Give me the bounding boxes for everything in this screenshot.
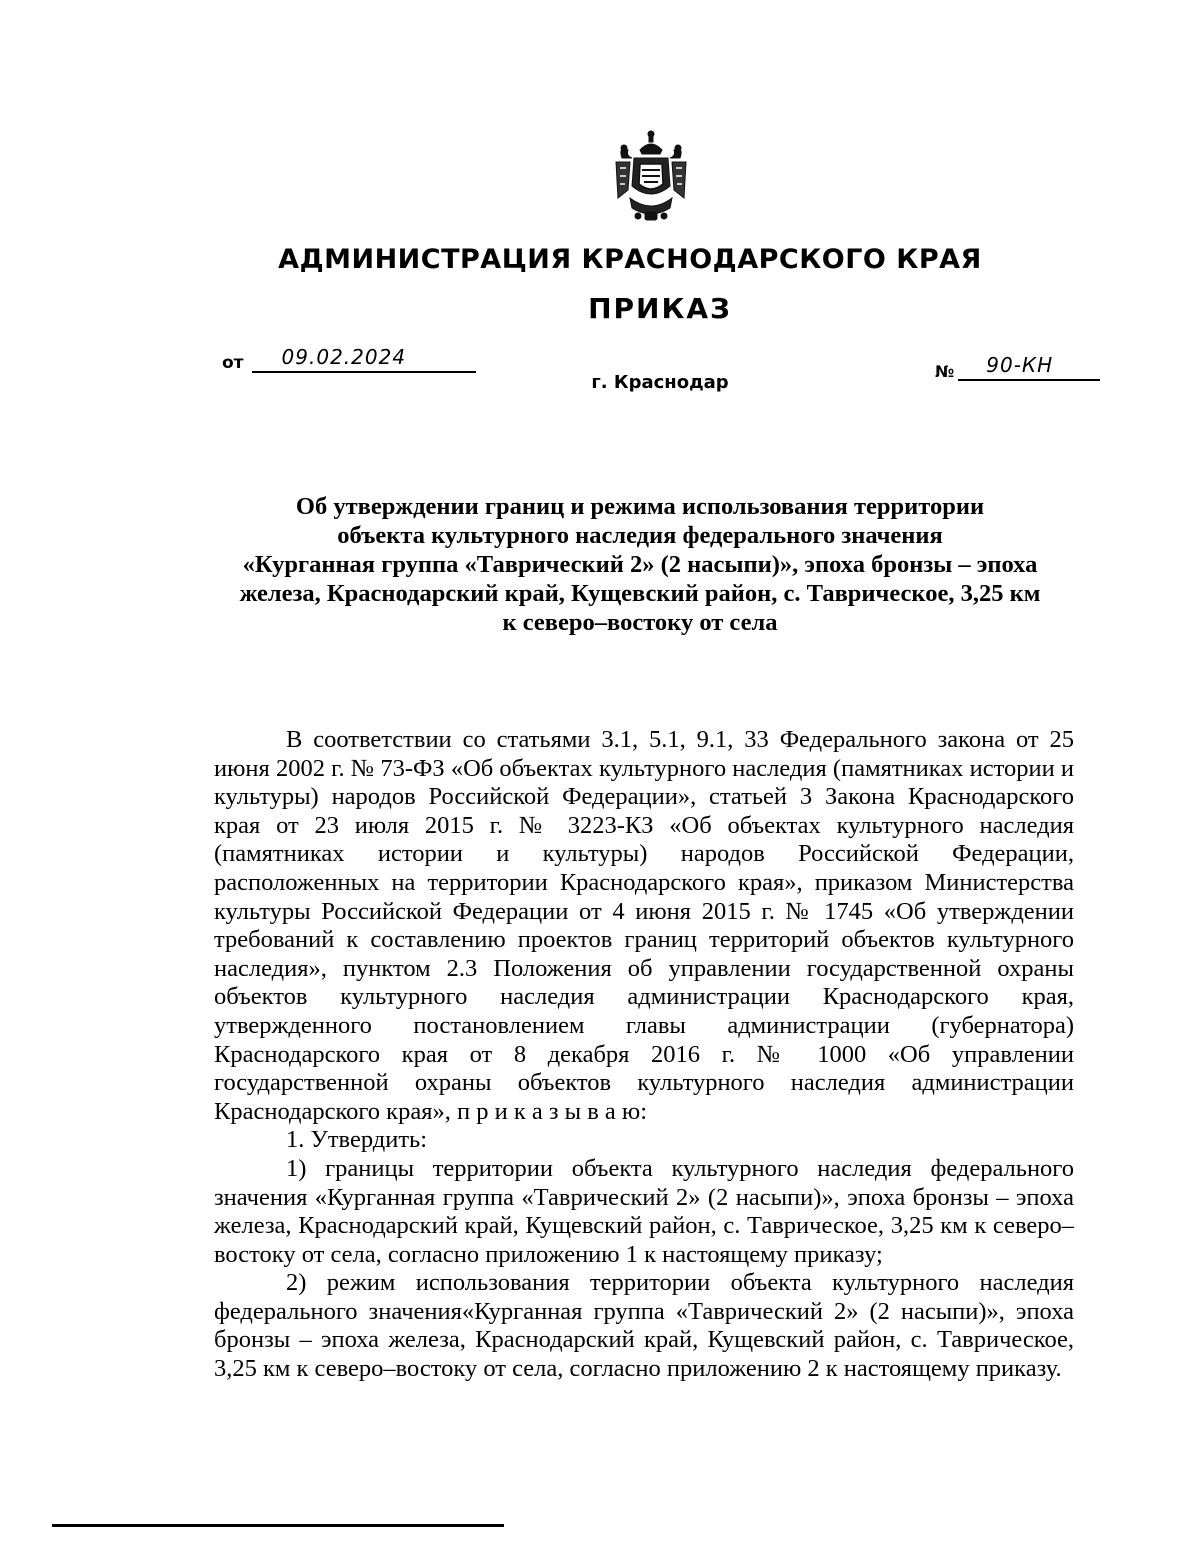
number-value: 90-КН bbox=[986, 353, 1054, 377]
date-line bbox=[252, 345, 476, 373]
organization-name: АДМИНИСТРАЦИЯ КРАСНОДАРСКОГО КРАЯ bbox=[278, 244, 982, 275]
date-field bbox=[222, 345, 476, 373]
title-line: Об утверждении границ и режима использования территории bbox=[295, 493, 985, 520]
item-1-1-paragraph: 1) границы территории объекта культурного наследия федерального значения «Курганная группа «Таврический 2» (2 насыпи)», эпоха бронзы – эпоха железа, Краснодарский край, Кущевский район, с. Таврическое, 3,25 км к северо–востоку от села, согласно приложению 1 к настоящему приказу; bbox=[214, 1154, 1074, 1268]
number-prefix: № bbox=[935, 362, 955, 381]
city-name: г. Краснодар bbox=[591, 372, 729, 393]
item-1-2-paragraph: 2) режим использования территории объекта культурного наследия федерального значения«Курганная группа «Таврический 2» (2 насыпи)», эпоха бронзы – эпоха железа, Краснодарский край, Кущевский район, с. Таврическое, 3,25 км к северо–востоку от села, согласно приложению 2 к настоящему приказу. bbox=[214, 1269, 1074, 1383]
preamble-paragraph: В соответствии со статьями 3.1, 5.1, 9.1, 33 Федерального закона от 25 июня 2002 г. № 73-ФЗ «Об объектах культурного наследия (памятниках истории и культуры) народов Российской Федерации», статьей 3 Закона Краснодарского края от 23 июля 2015 г. № 3223-КЗ «Об объектах культурного наследия (памятниках истории и культуры) народов Российской Федерации, расположенных на территории Краснодарского края», приказом Министерства культуры Российской Федерации от 4 июня 2015 г. № 1745 «Об утверждении требований к составлению проектов границ территорий объектов культурного наследия», пунктом 2.3 Положения об управлении государственной охраны объектов культурного наследия администрации Краснодарского края, утвержденного постановлением главы администрации (губернатора) Краснодарского края от 8 декабря 2016 г. № 1000 «Об управлении государственной охраны объектов культурного наследия администрации Краснодарского края», п р и к а з ы в а ю: bbox=[214, 726, 1074, 1125]
coat-of-arms-icon bbox=[612, 128, 690, 224]
date-prefix: от bbox=[222, 353, 244, 373]
date-value: 09.02.2024 bbox=[281, 345, 407, 369]
document-type: ПРИКАЗ bbox=[588, 292, 732, 325]
document-body bbox=[214, 726, 1074, 1384]
item-1-paragraph: 1. Утвердить: bbox=[286, 1126, 428, 1154]
document-title bbox=[200, 492, 1080, 637]
title-line: объекта культурного наследия федерального значения bbox=[337, 522, 943, 549]
title-line: железа, Краснодарский край, Кущевский район, с. Таврическое, 3,25 км bbox=[239, 580, 1041, 607]
footer-rule bbox=[52, 1524, 504, 1527]
title-line: к северо–востоку от села bbox=[502, 609, 778, 636]
title-line: «Курганная группа «Таврический 2» (2 насыпи)», эпоха бронзы – эпоха bbox=[242, 551, 1038, 578]
